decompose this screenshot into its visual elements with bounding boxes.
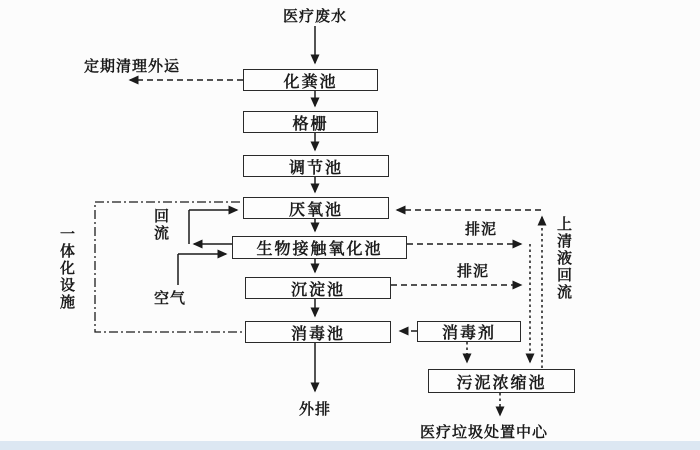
flow-node-sedimentation-tank: 沉淀池 xyxy=(245,277,391,299)
flow-node-bio-contact-oxidation-tank: 生物接触氧化池 xyxy=(232,236,407,259)
air-label: 空气 xyxy=(154,290,187,307)
bottom-strip xyxy=(0,441,700,450)
flow-node-septic-tank: 化粪池 xyxy=(243,69,378,91)
outfall-label: 外排 xyxy=(298,401,331,418)
periodic-removal-label: 定期清理外运 xyxy=(84,58,181,75)
supernatant-reflux-label: 上清液回流 xyxy=(555,216,572,301)
influent-label: 医疗废水 xyxy=(282,8,347,25)
flow-node-regulating-tank: 调节池 xyxy=(243,155,389,177)
flow-node-disinfectant: 消毒剂 xyxy=(417,321,521,342)
disposal-center-label: 医疗垃圾处置中心 xyxy=(420,424,549,441)
flow-node-screen: 格栅 xyxy=(243,111,378,133)
reflux-label: 回流 xyxy=(152,208,169,242)
flow-node-disinfection-tank: 消毒池 xyxy=(245,321,391,343)
sludge-discharge-label-1: 排泥 xyxy=(465,221,498,238)
flow-node-anaerobic-tank: 厌氧池 xyxy=(243,197,389,219)
integrated-facility-label: 一体化设施 xyxy=(58,226,75,311)
sludge-discharge-label-2: 排泥 xyxy=(457,263,490,280)
flow-node-sludge-thickening-tank: 污泥浓缩池 xyxy=(428,369,575,393)
